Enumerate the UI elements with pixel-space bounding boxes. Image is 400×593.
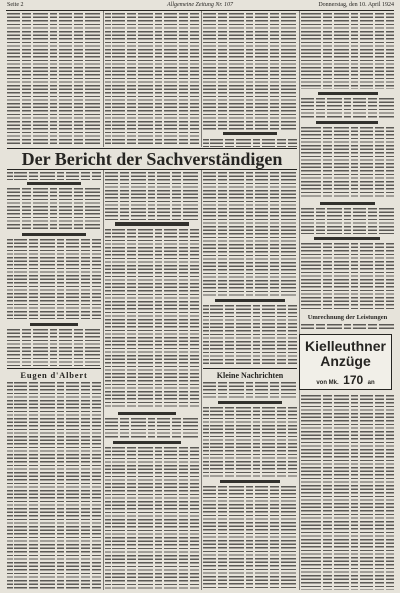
subheading-mark <box>314 237 380 240</box>
subheading-mark <box>215 299 285 302</box>
column-rule <box>103 11 104 147</box>
header-rule <box>6 10 394 11</box>
text-block <box>7 329 101 366</box>
text-block <box>301 395 394 590</box>
text-block <box>203 407 297 477</box>
text-block <box>203 13 297 130</box>
subheading-mark <box>115 222 189 226</box>
text-block <box>203 172 297 297</box>
text-block <box>301 324 394 331</box>
clothing-advertisement <box>299 334 392 390</box>
text-block <box>105 229 199 409</box>
text-block <box>105 13 199 146</box>
text-block <box>301 127 394 199</box>
issue-date: Donnerstag, den 10. April 1924 <box>318 2 394 8</box>
subheading-mark <box>27 182 81 185</box>
ad-price-prefix: von Mk. <box>316 380 339 386</box>
text-block <box>301 98 394 118</box>
subheading-mark <box>22 233 86 236</box>
column-rule <box>201 11 202 147</box>
ad-product: Anzüge <box>320 353 371 369</box>
text-block <box>105 172 199 220</box>
newspaper-title: Allgemeine Zeitung Nr. 107 <box>167 2 233 8</box>
page-number: Seite 2 <box>7 2 24 8</box>
section-rule <box>203 368 297 369</box>
ad-price-line <box>300 373 391 390</box>
ad-brand: Kielleuthner <box>305 338 386 354</box>
subheading-mark <box>30 323 78 326</box>
main-headline: Der Bericht der Sachverständigen <box>21 149 283 169</box>
subheading-mark <box>218 401 282 404</box>
subheading-mark <box>118 412 176 415</box>
ad-price: 170 <box>343 373 364 387</box>
column-rule <box>201 170 202 590</box>
text-block <box>105 418 199 438</box>
text-block <box>105 447 199 590</box>
text-block <box>7 239 101 319</box>
column-rule <box>299 11 300 590</box>
ad-price-suffix: an <box>367 380 375 386</box>
section-heading-kleine-nachrichten: Kleine Nachrichten <box>216 371 284 380</box>
text-block <box>301 13 394 89</box>
headline-rule-bottom <box>7 169 297 170</box>
subheading-mark <box>223 132 277 135</box>
text-block <box>301 243 394 311</box>
subheading-mark <box>316 121 378 124</box>
text-block <box>7 172 101 180</box>
text-block <box>7 382 101 590</box>
text-block <box>203 486 297 590</box>
section-heading-umrechnung: Umrechnung der Leistungen <box>307 314 388 321</box>
text-block <box>203 305 297 366</box>
text-block <box>301 208 394 234</box>
column-rule <box>103 170 104 590</box>
section-heading-eugen-dalbert: Eugen d'Albert <box>20 370 88 380</box>
text-block <box>7 188 101 230</box>
subheading-mark <box>318 92 378 95</box>
text-block <box>203 382 297 398</box>
text-block <box>203 139 297 147</box>
subheading-mark <box>320 202 375 205</box>
text-block <box>7 13 101 146</box>
subheading-mark <box>220 480 280 483</box>
section-rule <box>7 368 101 369</box>
subheading-mark <box>113 441 181 444</box>
